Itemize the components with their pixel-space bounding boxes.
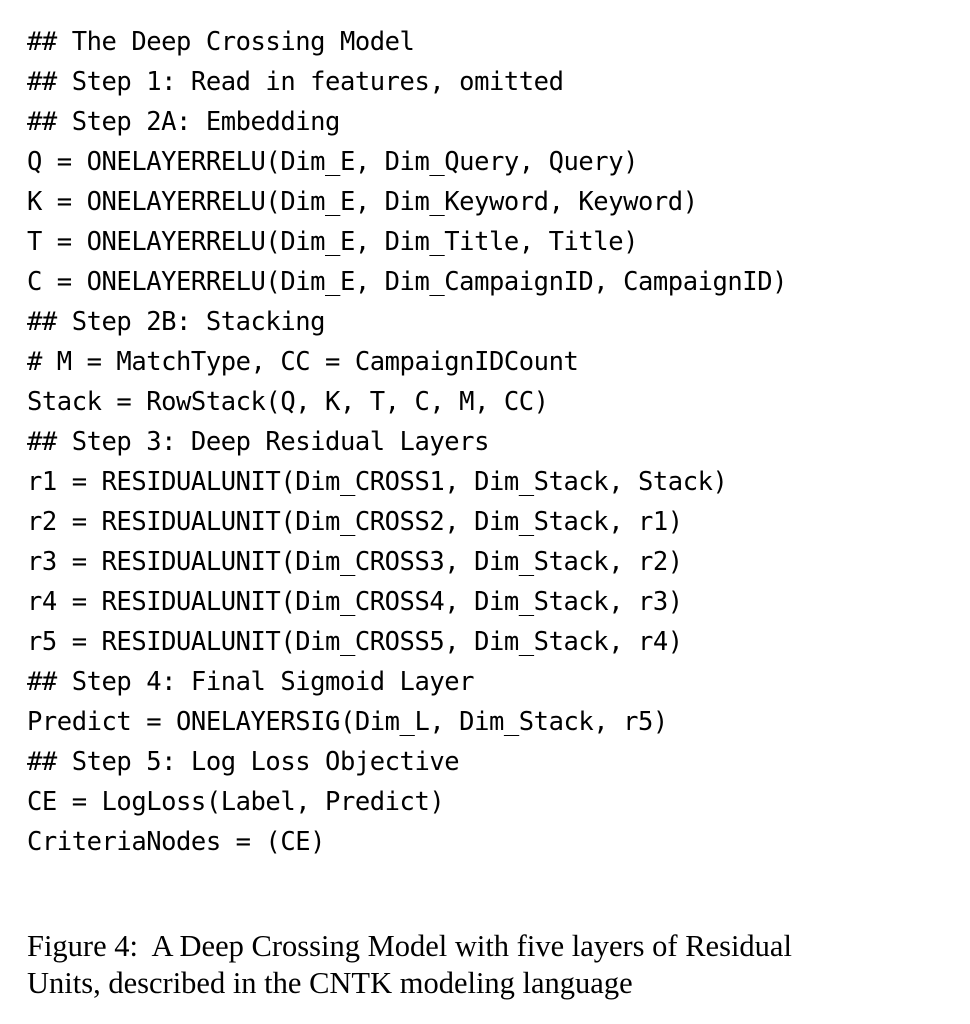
code-line: K = ONELAYERRELU(Dim_E, Dim_Keyword, Keyword) — [27, 187, 698, 217]
caption-line: Figure 4: A Deep Crossing Model with five layers of Residual — [27, 929, 792, 963]
code-line: r2 = RESIDUALUNIT(Dim_CROSS2, Dim_Stack, r1) — [27, 507, 683, 537]
code-line: Q = ONELAYERRELU(Dim_E, Dim_Query, Query) — [27, 147, 638, 177]
code-line: Predict = ONELAYERSIG(Dim_L, Dim_Stack, r5) — [27, 707, 668, 737]
code-line: r1 = RESIDUALUNIT(Dim_CROSS1, Dim_Stack, Stack) — [27, 467, 728, 497]
code-line: ## Step 5: Log Loss Objective — [27, 747, 460, 777]
code-line: CE = LogLoss(Label, Predict) — [27, 787, 445, 817]
code-line: ## The Deep Crossing Model — [27, 27, 415, 57]
code-line: ## Step 3: Deep Residual Layers — [27, 427, 489, 457]
code-line: Stack = RowStack(Q, K, T, C, M, CC) — [27, 387, 549, 417]
code-line: r3 = RESIDUALUNIT(Dim_CROSS3, Dim_Stack, r2) — [27, 547, 683, 577]
code-line: C = ONELAYERRELU(Dim_E, Dim_CampaignID, CampaignID) — [27, 267, 788, 297]
code-line: ## Step 4: Final Sigmoid Layer — [27, 667, 475, 697]
code-line: CriteriaNodes = (CE) — [27, 827, 326, 857]
code-line: T = ONELAYERRELU(Dim_E, Dim_Title, Title) — [27, 227, 638, 257]
code-line: # M = MatchType, CC = CampaignIDCount — [27, 347, 579, 377]
code-line: ## Step 1: Read in features, omitted — [27, 67, 564, 97]
caption-line: Units, described in the CNTK modeling language — [27, 966, 633, 1000]
code-line: r4 = RESIDUALUNIT(Dim_CROSS4, Dim_Stack, r3) — [27, 587, 683, 617]
code-line: ## Step 2A: Embedding — [27, 107, 340, 137]
figure-caption — [27, 928, 952, 1002]
code-line: r5 = RESIDUALUNIT(Dim_CROSS5, Dim_Stack, r4) — [27, 627, 683, 657]
code-listing — [27, 22, 942, 862]
code-line: ## Step 2B: Stacking — [27, 307, 326, 337]
